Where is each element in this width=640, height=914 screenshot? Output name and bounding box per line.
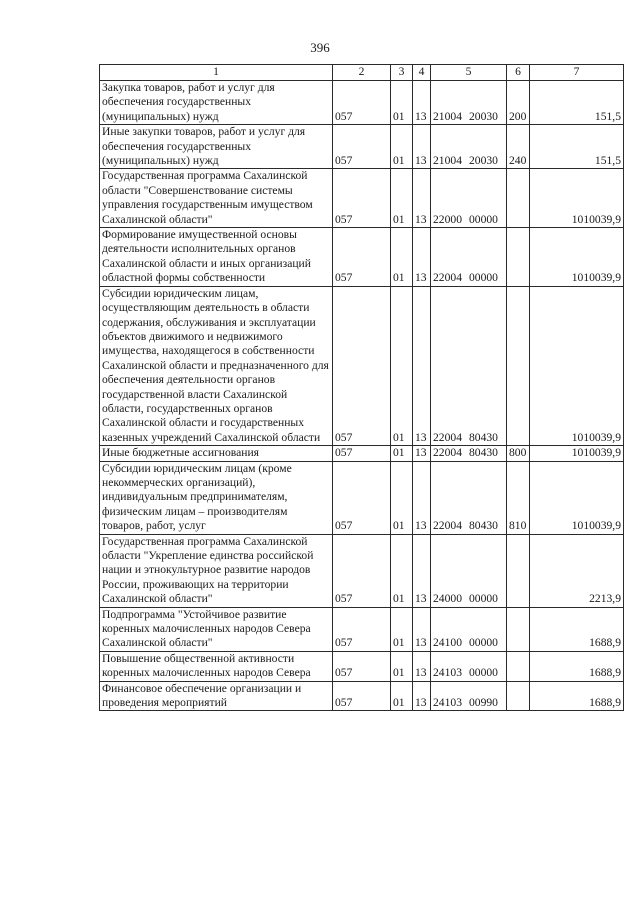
column-header: 1 bbox=[100, 65, 333, 81]
table-row bbox=[100, 169, 624, 228]
target-article-part-2: 20030 bbox=[468, 109, 498, 123]
page-number: 396 bbox=[310, 40, 330, 55]
row-section-cell: 01 bbox=[391, 125, 413, 169]
row-section-cell: 01 bbox=[391, 651, 413, 681]
row-target-article-cell bbox=[431, 681, 507, 711]
row-amount-cell: 1688,9 bbox=[530, 607, 624, 651]
target-article-part-2: 80430 bbox=[468, 430, 498, 444]
row-section-cell: 01 bbox=[391, 681, 413, 711]
row-section-cell: 01 bbox=[391, 446, 413, 461]
row-subsection-cell: 13 bbox=[413, 681, 431, 711]
row-name-cell: Закупка товаров, работ и услуг для обеспечения государственных (муниципальных) нужд bbox=[100, 81, 333, 125]
row-target-article-cell bbox=[431, 81, 507, 125]
row-target-article-cell bbox=[431, 461, 507, 534]
table-row bbox=[100, 681, 624, 711]
target-article-part-1: 22004 bbox=[433, 519, 462, 533]
row-subsection-cell: 13 bbox=[413, 228, 431, 287]
table-row bbox=[100, 607, 624, 651]
target-article-part-1: 24000 bbox=[433, 592, 462, 606]
row-name-cell: Субсидии юридическим лицам (кроме некоммерческих организаций), индивидуальным предпринимателям, физическим лицам – производителям товаров, работ, услуг bbox=[100, 461, 333, 534]
row-code-cell: 057 bbox=[333, 446, 391, 461]
row-subsection-cell: 13 bbox=[413, 169, 431, 228]
column-header: 6 bbox=[507, 65, 530, 81]
table-body bbox=[100, 81, 624, 711]
row-target-article-cell bbox=[431, 228, 507, 287]
row-expense-type-cell bbox=[507, 607, 530, 651]
target-article-part-2: 00000 bbox=[468, 636, 498, 650]
table-row bbox=[100, 81, 624, 125]
row-subsection-cell: 13 bbox=[413, 286, 431, 445]
target-article-part-2: 00000 bbox=[468, 271, 498, 285]
row-expense-type-cell: 810 bbox=[507, 461, 530, 534]
row-subsection-cell: 13 bbox=[413, 81, 431, 125]
budget-table bbox=[99, 64, 624, 711]
row-code-cell: 057 bbox=[333, 81, 391, 125]
row-subsection-cell: 13 bbox=[413, 461, 431, 534]
row-section-cell: 01 bbox=[391, 169, 413, 228]
row-subsection-cell: 13 bbox=[413, 651, 431, 681]
row-target-article-cell bbox=[431, 125, 507, 169]
table-row bbox=[100, 228, 624, 287]
row-target-article-cell bbox=[431, 607, 507, 651]
row-code-cell: 057 bbox=[333, 228, 391, 287]
row-section-cell: 01 bbox=[391, 461, 413, 534]
target-article-part-1: 24100 bbox=[433, 636, 462, 650]
row-amount-cell: 151,5 bbox=[530, 81, 624, 125]
target-article-part-2: 00990 bbox=[468, 696, 498, 710]
row-target-article-cell bbox=[431, 534, 507, 607]
row-code-cell: 057 bbox=[333, 681, 391, 711]
target-article-part-1: 24103 bbox=[433, 696, 462, 710]
row-code-cell: 057 bbox=[333, 125, 391, 169]
target-article-part-1: 22004 bbox=[433, 271, 462, 285]
row-amount-cell: 1010039,9 bbox=[530, 228, 624, 287]
table-row bbox=[100, 125, 624, 169]
table-row bbox=[100, 286, 624, 445]
row-section-cell: 01 bbox=[391, 81, 413, 125]
table-row bbox=[100, 446, 624, 461]
row-section-cell: 01 bbox=[391, 228, 413, 287]
row-amount-cell: 1010039,9 bbox=[530, 461, 624, 534]
row-expense-type-cell bbox=[507, 681, 530, 711]
row-target-article-cell bbox=[431, 651, 507, 681]
row-name-cell: Повышение общественной активности коренных малочисленных народов Севера bbox=[100, 651, 333, 681]
row-name-cell: Государственная программа Сахалинской области "Укрепление единства российской нации и этнокультурное развитие народов России, проживающих на территории Сахалинской области" bbox=[100, 534, 333, 607]
row-expense-type-cell bbox=[507, 228, 530, 287]
row-expense-type-cell: 200 bbox=[507, 81, 530, 125]
row-amount-cell: 1010039,9 bbox=[530, 169, 624, 228]
table-row bbox=[100, 461, 624, 534]
row-name-cell: Финансовое обеспечение организации и проведения мероприятий bbox=[100, 681, 333, 711]
row-name-cell: Подпрограмма "Устойчивое развитие коренных малочисленных народов Севера Сахалинской области" bbox=[100, 607, 333, 651]
column-header: 3 bbox=[391, 65, 413, 81]
target-article-part-2: 80430 bbox=[468, 519, 498, 533]
table-header-row bbox=[100, 65, 624, 81]
row-expense-type-cell bbox=[507, 534, 530, 607]
column-header: 5 bbox=[431, 65, 507, 81]
row-amount-cell: 1688,9 bbox=[530, 651, 624, 681]
row-amount-cell: 1010039,9 bbox=[530, 446, 624, 461]
row-code-cell: 057 bbox=[333, 286, 391, 445]
row-expense-type-cell bbox=[507, 286, 530, 445]
target-article-part-2: 00000 bbox=[468, 666, 498, 680]
row-target-article-cell bbox=[431, 446, 507, 461]
row-name-cell: Субсидии юридическим лицам, осуществляющим деятельность в области содержания, обслуживания и эксплуатации объектов движимого и недвижимого имущества, находящегося в собственности Сахалинской области и предназначенного для обеспечения деятельности органов государственной власти Сахалинской области, государственных органов Сахалинской области и государственных казенных учреждений Сахалинской области bbox=[100, 286, 333, 445]
row-section-cell: 01 bbox=[391, 534, 413, 607]
row-code-cell: 057 bbox=[333, 534, 391, 607]
row-amount-cell: 1010039,9 bbox=[530, 286, 624, 445]
row-subsection-cell: 13 bbox=[413, 607, 431, 651]
target-article-part-1: 22004 bbox=[433, 430, 462, 444]
row-amount-cell: 151,5 bbox=[530, 125, 624, 169]
target-article-part-1: 21004 bbox=[433, 154, 462, 168]
target-article-part-2: 00000 bbox=[468, 592, 498, 606]
row-code-cell: 057 bbox=[333, 169, 391, 228]
row-name-cell: Иные бюджетные ассигнования bbox=[100, 446, 333, 461]
table-row bbox=[100, 534, 624, 607]
row-subsection-cell: 13 bbox=[413, 125, 431, 169]
row-target-article-cell bbox=[431, 286, 507, 445]
row-expense-type-cell: 240 bbox=[507, 125, 530, 169]
row-subsection-cell: 13 bbox=[413, 534, 431, 607]
target-article-part-1: 21004 bbox=[433, 109, 462, 123]
row-subsection-cell: 13 bbox=[413, 446, 431, 461]
target-article-part-2: 00000 bbox=[468, 212, 498, 226]
row-name-cell: Формирование имущественной основы деятельности исполнительных органов Сахалинской области и иных организаций областной формы собственности bbox=[100, 228, 333, 287]
table-row bbox=[100, 651, 624, 681]
row-target-article-cell bbox=[431, 169, 507, 228]
row-section-cell: 01 bbox=[391, 286, 413, 445]
column-header: 7 bbox=[530, 65, 624, 81]
row-expense-type-cell: 800 bbox=[507, 446, 530, 461]
row-section-cell: 01 bbox=[391, 607, 413, 651]
row-amount-cell: 2213,9 bbox=[530, 534, 624, 607]
row-name-cell: Государственная программа Сахалинской области "Совершенствование системы управления государственным имуществом Сахалинской области" bbox=[100, 169, 333, 228]
column-header: 4 bbox=[413, 65, 431, 81]
row-code-cell: 057 bbox=[333, 461, 391, 534]
row-code-cell: 057 bbox=[333, 607, 391, 651]
row-name-cell: Иные закупки товаров, работ и услуг для обеспечения государственных (муниципальных) нужд bbox=[100, 125, 333, 169]
target-article-part-1: 22000 bbox=[433, 212, 462, 226]
target-article-part-2: 20030 bbox=[468, 154, 498, 168]
row-expense-type-cell bbox=[507, 169, 530, 228]
column-header: 2 bbox=[333, 65, 391, 81]
row-expense-type-cell bbox=[507, 651, 530, 681]
target-article-part-2: 80430 bbox=[468, 446, 498, 460]
target-article-part-1: 24103 bbox=[433, 666, 462, 680]
row-code-cell: 057 bbox=[333, 651, 391, 681]
row-amount-cell: 1688,9 bbox=[530, 681, 624, 711]
target-article-part-1: 22004 bbox=[433, 446, 462, 460]
